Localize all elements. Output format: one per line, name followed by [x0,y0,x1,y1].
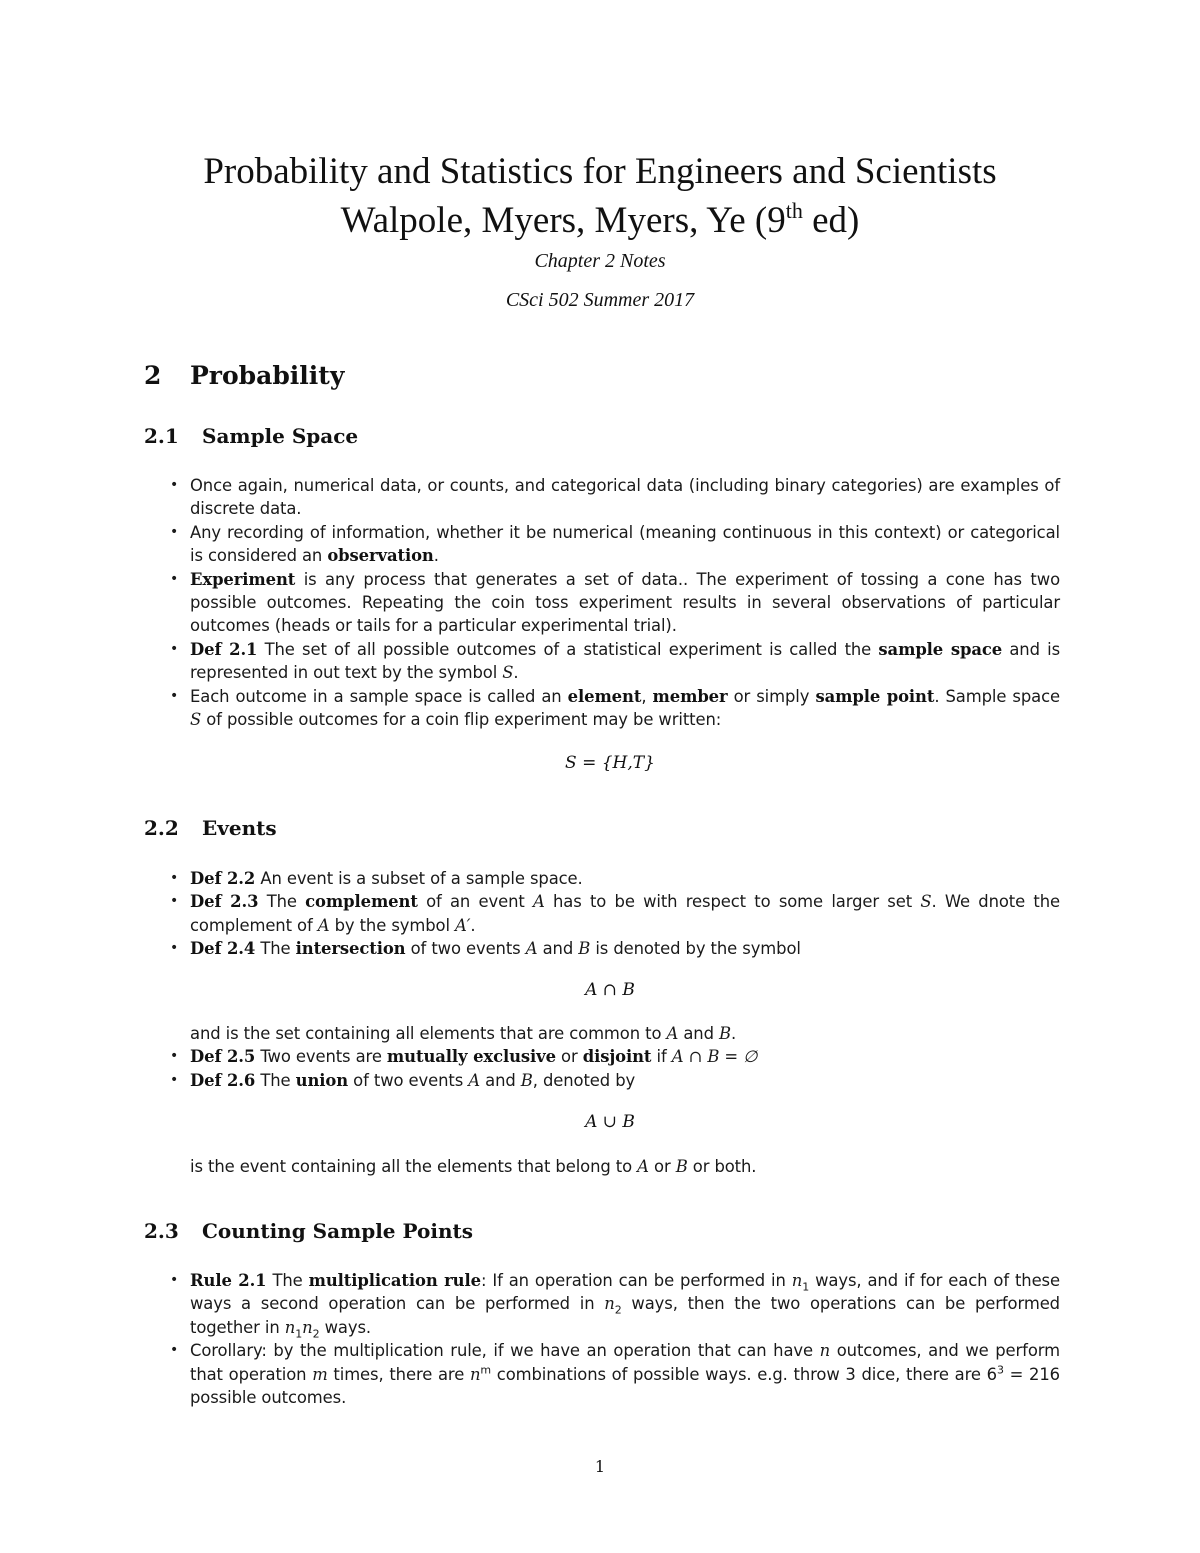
section-heading-2-2: 2.2 Events [144,816,277,840]
list-item: • Corollary: by the multiplication rule, if we have an operation that can have n outcomes, and we perform that operation m times, there are $n^m$ combinations of possible ways. e.g. throw 3 dice, there are $6^3 = 216$ possible outcomes. [168,1339,1060,1409]
document-subtitle: Chapter 2 Notes [534,250,666,272]
chapter-title: Probability [190,361,345,390]
events-list-a [168,867,1060,961]
list-item: • Any recording of information, whether it be numerical (meaning continuous in this context) or categorical is considered an observation. [168,521,1060,568]
section-heading-2-3: 2.3 Counting Sample Points [144,1219,473,1243]
list-item: • Def 2.3 The complement of an event A has to be with respect to some larger set S. We dnote the complement of A by the symbol A′. [168,890,1060,937]
counting-list [168,1269,1060,1409]
edition-superscript: th [785,198,803,223]
list-item: • Rule 2.1 The multiplication rule: If an operation can be performed in $n_1$ ways, and if for each of these ways a second operation can be performed in $n_2$ ways, then the two operations can be performed together in $n_1n_2$ ways. [168,1269,1060,1339]
intersection-equation: A ∩ B [585,980,635,1000]
sample-space-equation: S = {H,T} [565,753,655,773]
document-authors: Walpole, Myers, Myers, Ye (9th ed) [340,198,860,241]
list-item: • Def 2.6 The union of two events A and B, denoted by [168,1069,1060,1092]
list-item: • Def 2.5 Two events are mutually exclusive or disjoint if A ∩ B = ∅ [168,1045,1060,1068]
list-item: • Experiment is any process that generates a set of data.. The experiment of tossing a cone has two possible outcomes. Repeating the coin toss experiment results in several observations of particular outcomes (heads or tails for a particular experimental trial). [168,568,1060,638]
events-list-c [168,1155,1060,1178]
list-item: • Each outcome in a sample space is called an element, member or simply sample point. Sample space S of possible outcomes for a coin flip experiment may be written: [168,685,1060,732]
list-item: • Def 2.4 The intersection of two events A and B is denoted by the symbol [168,937,1060,960]
list-item: • Def 2.2 An event is a subset of a sample space. [168,867,1060,890]
list-item: • Once again, numerical data, or counts, and categorical data (including binary categories) are examples of discrete data. [168,474,1060,521]
sample-space-list [168,474,1060,731]
course-label: CSci 502 Summer 2017 [505,289,695,311]
chapter-number: 2 [144,361,162,390]
events-list-b [168,1022,1060,1092]
list-item-continuation: is the event containing all the elements that belong to A or B or both. [190,1157,757,1176]
section-heading-2-1: 2.1 Sample Space [144,424,359,448]
document-title: Probability and Statistics for Engineers and Scientists [203,151,997,192]
chapter-heading [144,361,344,390]
union-equation: A ∪ B [585,1112,635,1132]
list-item: • Def 2.1 The set of all possible outcomes of a statistical experiment is called the sample space and is represented in out text by the symbol S. [168,638,1060,685]
list-item-continuation: and is the set containing all elements that are common to A and B. [190,1024,737,1043]
page-number: 1 [594,1457,606,1476]
